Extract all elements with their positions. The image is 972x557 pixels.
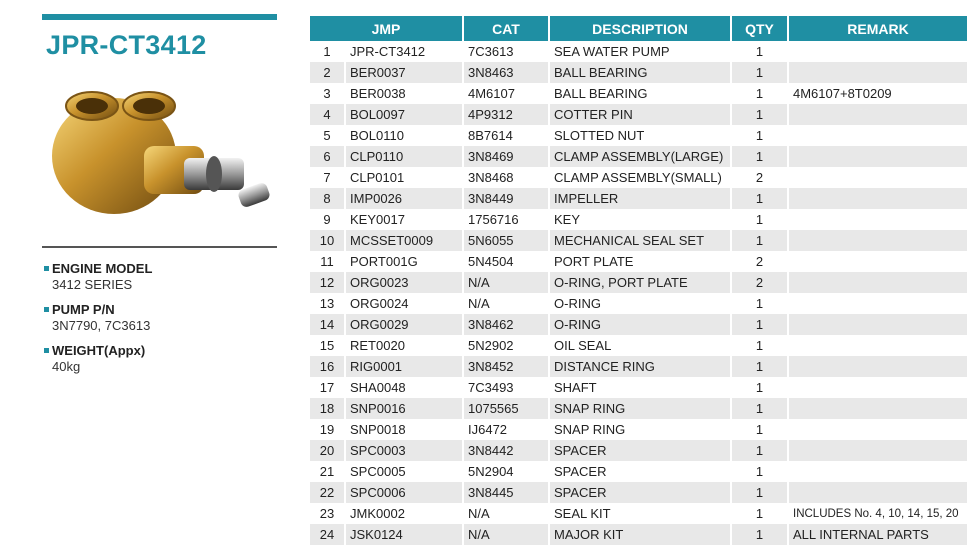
table-row — [310, 83, 967, 104]
row-number: 2 — [310, 62, 345, 83]
bullet-square-icon — [44, 307, 49, 312]
cell-qty: 1 — [731, 356, 788, 377]
spec-pump-pn — [44, 302, 274, 333]
cell-jmp: SHA0048 — [345, 377, 463, 398]
cell-qty: 1 — [731, 104, 788, 125]
cell-remark — [788, 146, 967, 167]
table-row — [310, 377, 967, 398]
cell-remark — [788, 356, 967, 377]
spec-value: 40kg — [52, 359, 81, 374]
cell-qty: 1 — [731, 377, 788, 398]
cell-jmp: BOL0097 — [345, 104, 463, 125]
cell-cat: 4P9312 — [463, 104, 549, 125]
cell-jmp: ORG0023 — [345, 272, 463, 293]
row-number: 13 — [310, 293, 345, 314]
cell-description: O-RING — [549, 314, 731, 335]
cell-qty: 1 — [731, 83, 788, 104]
parts-table-container — [310, 16, 967, 545]
cell-cat: 7C3613 — [463, 41, 549, 62]
cell-cat: 5N6055 — [463, 230, 549, 251]
cell-qty: 2 — [731, 272, 788, 293]
cell-description: SLOTTED NUT — [549, 125, 731, 146]
cell-cat: 3N8442 — [463, 440, 549, 461]
cell-remark — [788, 188, 967, 209]
cell-description: O-RING, PORT PLATE — [549, 272, 731, 293]
cell-description: O-RING — [549, 293, 731, 314]
table-row — [310, 419, 967, 440]
cell-qty: 1 — [731, 503, 788, 524]
cell-cat: 4M6107 — [463, 83, 549, 104]
cell-jmp: CLP0101 — [345, 167, 463, 188]
cell-remark — [788, 398, 967, 419]
cell-jmp: RET0020 — [345, 335, 463, 356]
header-description: DESCRIPTION — [549, 16, 731, 41]
row-number: 19 — [310, 419, 345, 440]
cell-description: IMPELLER — [549, 188, 731, 209]
cell-qty: 1 — [731, 440, 788, 461]
row-number: 14 — [310, 314, 345, 335]
table-row — [310, 314, 967, 335]
cell-cat: 3N8469 — [463, 146, 549, 167]
product-panel — [42, 14, 277, 374]
cell-cat: 3N8452 — [463, 356, 549, 377]
row-number: 22 — [310, 482, 345, 503]
spec-list — [44, 261, 274, 384]
cell-cat: 5N2902 — [463, 335, 549, 356]
row-number: 11 — [310, 251, 345, 272]
cell-remark — [788, 440, 967, 461]
cell-description: KEY — [549, 209, 731, 230]
cell-qty: 1 — [731, 146, 788, 167]
cell-qty: 1 — [731, 125, 788, 146]
cell-remark — [788, 125, 967, 146]
cell-remark — [788, 461, 967, 482]
row-number: 24 — [310, 524, 345, 545]
row-number: 23 — [310, 503, 345, 524]
cell-qty: 1 — [731, 461, 788, 482]
product-title: JPR-CT3412 — [46, 30, 207, 60]
cell-remark — [788, 272, 967, 293]
cell-jmp: IMP0026 — [345, 188, 463, 209]
cell-qty: 1 — [731, 230, 788, 251]
cell-jmp: SNP0016 — [345, 398, 463, 419]
spec-engine-model — [44, 261, 274, 292]
cell-jmp: SPC0005 — [345, 461, 463, 482]
cell-remark — [788, 209, 967, 230]
cell-description: BALL BEARING — [549, 62, 731, 83]
cell-qty: 1 — [731, 335, 788, 356]
cell-jmp: RIG0001 — [345, 356, 463, 377]
cell-description: PORT PLATE — [549, 251, 731, 272]
cell-jmp: KEY0017 — [345, 209, 463, 230]
table-row — [310, 461, 967, 482]
header-jmp: JMP — [310, 16, 463, 41]
header-qty: QTY — [731, 16, 788, 41]
cell-jmp: JMK0002 — [345, 503, 463, 524]
cell-description: OIL SEAL — [549, 335, 731, 356]
spec-label: WEIGHT(Appx) — [52, 343, 146, 358]
cell-remark — [788, 314, 967, 335]
row-number: 17 — [310, 377, 345, 398]
table-row — [310, 167, 967, 188]
cell-jmp: ORG0024 — [345, 293, 463, 314]
table-row — [310, 146, 967, 167]
row-number: 1 — [310, 41, 345, 62]
header-cat: CAT — [463, 16, 549, 41]
cell-qty: 1 — [731, 524, 788, 545]
row-number: 15 — [310, 335, 345, 356]
cell-description: SNAP RING — [549, 398, 731, 419]
table-row — [310, 293, 967, 314]
cell-qty: 1 — [731, 314, 788, 335]
cell-cat: N/A — [463, 272, 549, 293]
cell-cat: 7C3493 — [463, 377, 549, 398]
table-row — [310, 209, 967, 230]
cell-description: SNAP RING — [549, 419, 731, 440]
cell-jmp: CLP0110 — [345, 146, 463, 167]
cell-qty: 1 — [731, 209, 788, 230]
table-row — [310, 503, 967, 524]
cell-jmp: SPC0003 — [345, 440, 463, 461]
row-number: 21 — [310, 461, 345, 482]
cell-description: MAJOR KIT — [549, 524, 731, 545]
cell-cat: 8B7614 — [463, 125, 549, 146]
cell-remark — [788, 251, 967, 272]
cell-qty: 1 — [731, 398, 788, 419]
cell-jmp: BER0037 — [345, 62, 463, 83]
cell-remark — [788, 482, 967, 503]
cell-jmp: BOL0110 — [345, 125, 463, 146]
cell-jmp: MCSSET0009 — [345, 230, 463, 251]
parts-table — [310, 16, 967, 545]
cell-jmp: SNP0018 — [345, 419, 463, 440]
table-row — [310, 230, 967, 251]
cell-cat: 3N8449 — [463, 188, 549, 209]
cell-description: CLAMP ASSEMBLY(LARGE) — [549, 146, 731, 167]
row-number: 7 — [310, 167, 345, 188]
spec-value: 3N7790, 7C3613 — [52, 318, 151, 333]
table-row — [310, 440, 967, 461]
bullet-square-icon — [44, 266, 49, 271]
row-number: 10 — [310, 230, 345, 251]
cell-remark: ALL INTERNAL PARTS — [788, 524, 967, 545]
row-number: 20 — [310, 440, 345, 461]
cell-jmp: BER0038 — [345, 83, 463, 104]
cell-cat: IJ6472 — [463, 419, 549, 440]
cell-description: DISTANCE RING — [549, 356, 731, 377]
title-accent-bar — [42, 14, 277, 20]
spec-weight — [44, 343, 274, 374]
cell-jmp: JPR-CT3412 — [345, 41, 463, 62]
cell-qty: 1 — [731, 62, 788, 83]
row-number: 9 — [310, 209, 345, 230]
cell-description: SEAL KIT — [549, 503, 731, 524]
table-row — [310, 251, 967, 272]
cell-cat: 3N8468 — [463, 167, 549, 188]
header-remark: REMARK — [788, 16, 967, 41]
row-number: 16 — [310, 356, 345, 377]
cell-remark — [788, 104, 967, 125]
cell-cat: N/A — [463, 503, 549, 524]
cell-qty: 1 — [731, 482, 788, 503]
row-number: 8 — [310, 188, 345, 209]
cell-description: BALL BEARING — [549, 83, 731, 104]
cell-remark — [788, 62, 967, 83]
cell-qty: 1 — [731, 41, 788, 62]
bullet-square-icon — [44, 348, 49, 353]
table-row — [310, 104, 967, 125]
row-number: 6 — [310, 146, 345, 167]
table-row — [310, 62, 967, 83]
cell-cat: N/A — [463, 524, 549, 545]
cell-remark — [788, 335, 967, 356]
table-row — [310, 524, 967, 545]
cell-cat: N/A — [463, 293, 549, 314]
table-header-row — [310, 16, 967, 41]
cell-jmp: PORT001G — [345, 251, 463, 272]
cell-jmp: SPC0006 — [345, 482, 463, 503]
row-number: 18 — [310, 398, 345, 419]
cell-qty: 1 — [731, 188, 788, 209]
table-row — [310, 272, 967, 293]
cell-description: MECHANICAL SEAL SET — [549, 230, 731, 251]
cell-qty: 2 — [731, 251, 788, 272]
spec-label: PUMP P/N — [52, 302, 115, 317]
cell-remark — [788, 41, 967, 62]
pump-image — [44, 76, 274, 241]
row-number: 3 — [310, 83, 345, 104]
cell-remark — [788, 419, 967, 440]
cell-cat: 5N2904 — [463, 461, 549, 482]
cell-description: SPACER — [549, 440, 731, 461]
table-row — [310, 335, 967, 356]
cell-description: SEA WATER PUMP — [549, 41, 731, 62]
table-row — [310, 482, 967, 503]
cell-remark — [788, 377, 967, 398]
cell-remark — [788, 167, 967, 188]
cell-cat: 3N8463 — [463, 62, 549, 83]
cell-jmp: JSK0124 — [345, 524, 463, 545]
cell-cat: 3N8462 — [463, 314, 549, 335]
row-number: 5 — [310, 125, 345, 146]
cell-jmp: ORG0029 — [345, 314, 463, 335]
cell-qty: 1 — [731, 419, 788, 440]
table-row — [310, 41, 967, 62]
table-row — [310, 125, 967, 146]
cell-description: SPACER — [549, 461, 731, 482]
cell-remark: INCLUDES No. 4, 10, 14, 15, 20 — [793, 507, 959, 520]
table-row — [310, 398, 967, 419]
cell-description: SHAFT — [549, 377, 731, 398]
cell-cat: 1756716 — [463, 209, 549, 230]
cell-remark — [788, 293, 967, 314]
table-row — [310, 188, 967, 209]
table-row — [310, 356, 967, 377]
spec-value: 3412 SERIES — [52, 277, 133, 292]
cell-description: CLAMP ASSEMBLY(SMALL) — [549, 167, 731, 188]
cell-description: COTTER PIN — [549, 104, 731, 125]
cell-qty: 2 — [731, 167, 788, 188]
cell-cat: 1075565 — [463, 398, 549, 419]
cell-description: SPACER — [549, 482, 731, 503]
section-divider — [42, 246, 277, 248]
cell-remark — [788, 230, 967, 251]
spec-label: ENGINE MODEL — [52, 261, 153, 276]
cell-remark: 4M6107+8T0209 — [793, 86, 892, 101]
cell-cat: 3N8445 — [463, 482, 549, 503]
row-number: 12 — [310, 272, 345, 293]
cell-qty: 1 — [731, 293, 788, 314]
cell-cat: 5N4504 — [463, 251, 549, 272]
row-number: 4 — [310, 104, 345, 125]
